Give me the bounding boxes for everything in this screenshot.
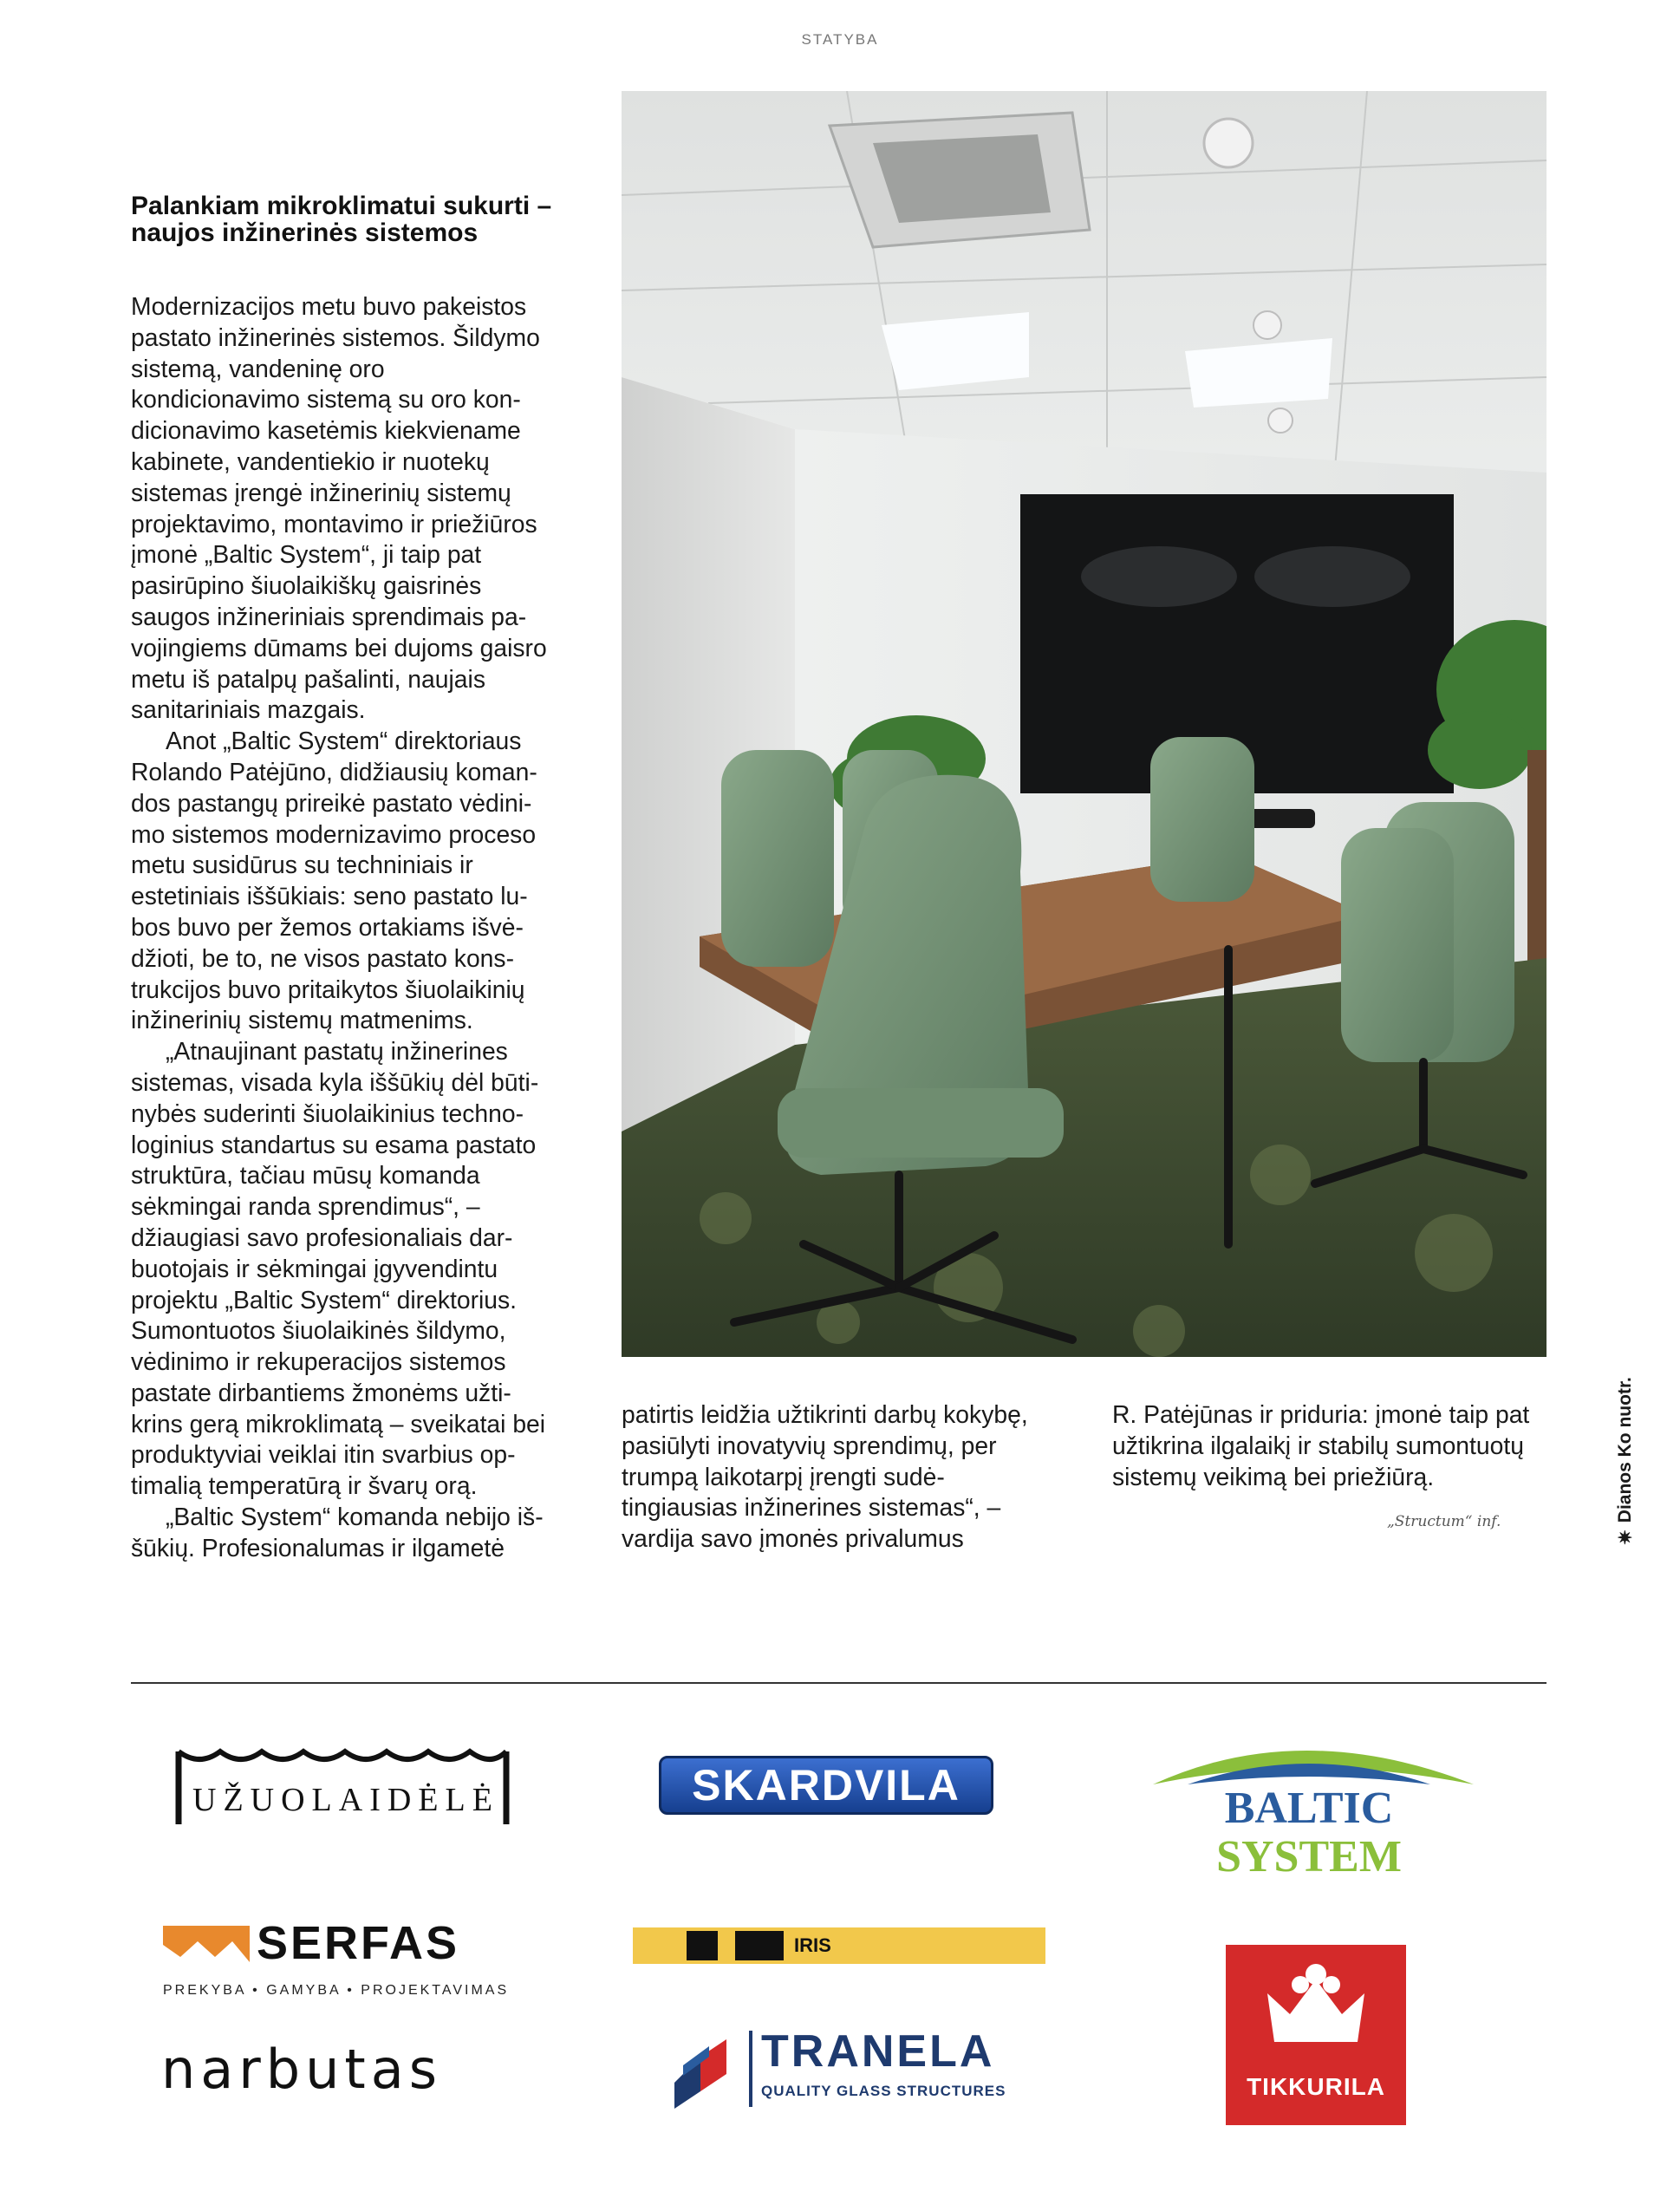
tranela-text: TRANELA [761, 2026, 995, 2077]
article-column-2 [622, 1399, 1029, 1555]
photo-credit-text: Dianos Ko nuotr. [1615, 1377, 1635, 1523]
iris-mark [735, 1931, 784, 1960]
divider [131, 1682, 1547, 1684]
article-paragraph: Anot „Baltic System“ direktoriaus Rolando Patėjūno, didžiausių komandos pastangų prireikė pastato vėdinimo sistemos modernizavimo proceso metu susidūrus su techniniais ir estetiniais iššūkiais: seno pastato lubos buvo per žemos ortakiams išvėdžioti, be to, ne visos pastato konstrukcijos buvo pritaikytos šiuolaikinių inžinerinių sistemų matmenims. [131, 727, 537, 1034]
baltic-system-logo [1136, 1734, 1482, 1882]
serfas-roof-icon [163, 1919, 250, 1962]
article-column-1 [131, 291, 549, 1564]
article-heading: Palankiam mikroklimatui sukurti – naujos inžinerinės sistemos [131, 192, 552, 247]
crown-icon [1226, 1945, 1406, 2058]
photo-credit [1608, 1357, 1643, 1565]
serfas-logo [163, 1919, 510, 2014]
tranela-logo [666, 2027, 1013, 2114]
serfas-text: SERFAS [257, 1917, 460, 1969]
iris-text: IRIS [794, 1934, 831, 1956]
meeting-room-photo [622, 91, 1547, 1357]
article-paragraph: „Atnaujinant pastatų inžinerines sistemas, visada kyla iššūkių dėl būtinybės suderinti šiuolaikinius technologinius standartus su esama pastato struktūra, tačiau mūsų komanda sėkmingai randa sprendimus“, – džiaugiasi savo profesionaliais darbuotojais ir sėkmingai įgyvendintu projektu „Baltic System“ direktorius. Sumontuotos šiuolaikinės šildymo, vėdinimo ir rekuperacijos sistemos pastate dirbantiems žmonėms užtikrins gerą mikroklimatą – sveikatai bei produktyviai veiklai itin svarbius optimalią temperatūrą ir švarų orą. [131, 1037, 546, 1500]
star-icon: ✷ [1615, 1529, 1636, 1545]
uzuolaideles-logo [173, 1743, 511, 1829]
article-paragraph: „Baltic System“ komanda nebijo iššūkių. Profesionalumas ir ilgametė [131, 1503, 544, 1562]
tikkurila-logo [1226, 1945, 1406, 2125]
tranela-glass-icon [666, 2031, 744, 2109]
section-label: STATYBA [801, 31, 879, 48]
baltic-system-hills-icon [1136, 1734, 1482, 1786]
tikkurila-text: TIKKURILA [1247, 2073, 1385, 2100]
narbutas-text: narbutas [161, 2038, 443, 2101]
source-signature: „Structum“ inf. [1387, 1513, 1501, 1530]
narbutas-logo [161, 2039, 525, 2100]
article-column-3 [1112, 1399, 1563, 1492]
uzuolaideles-text: UŽUOLAIDĖLĖ [192, 1782, 499, 1818]
tranela-tagline: QUALITY GLASS STRUCTURES [761, 2083, 1006, 2099]
iris-logo [633, 1927, 1045, 1964]
skardvila-logo [659, 1756, 993, 1815]
skardvila-text: SKARDVILA [659, 1756, 993, 1815]
article-paragraph: R. Patėjūnas ir priduria: įmonė taip pat užtikrina ilgalaikį ir stabilų sumontuotų sistemų veikimą bei priežiūrą. [1112, 1400, 1530, 1490]
serfas-tagline: PREKYBA • GAMYBA • PROJEKTAVIMAS [163, 1983, 510, 1998]
article-paragraph: patirtis leidžia užtikrinti darbų kokybę, pasiūlyti inovatyvių sprendimų, per trumpą laikotarpį įrengti sudėtingiausias inžinerines sistemas“, – vardija savo įmonės privalumus [622, 1400, 1028, 1553]
system-text: SYSTEM [1216, 1832, 1402, 1882]
baltic-text: BALTIC [1224, 1784, 1394, 1833]
article-paragraph: Modernizacijos metu buvo pakeistos pastato inžinerinės sistemos. Šildymo sistemą, vandeninę oro kondicionavimo sistemą su oro kondicionavimo kasetėmis kiekviename kabinete, vandentiekio ir nuotekų sistemas įrengė inžinerinių sistemų projektavimo, montavimo ir priežiūros įmonė „Baltic System“, ji taip pat pasirūpino šiuolaikiškų gaisrinės saugos inžineriniais sprendimais pavojingiems dūmams bei dujoms gaisro metu iš patalpų pašalinti, naujais sanitariniais mazgais. [131, 292, 547, 724]
meeting-room-illustration [622, 91, 1547, 1357]
iris-mark [687, 1931, 718, 1960]
tranela-divider [749, 2031, 752, 2107]
